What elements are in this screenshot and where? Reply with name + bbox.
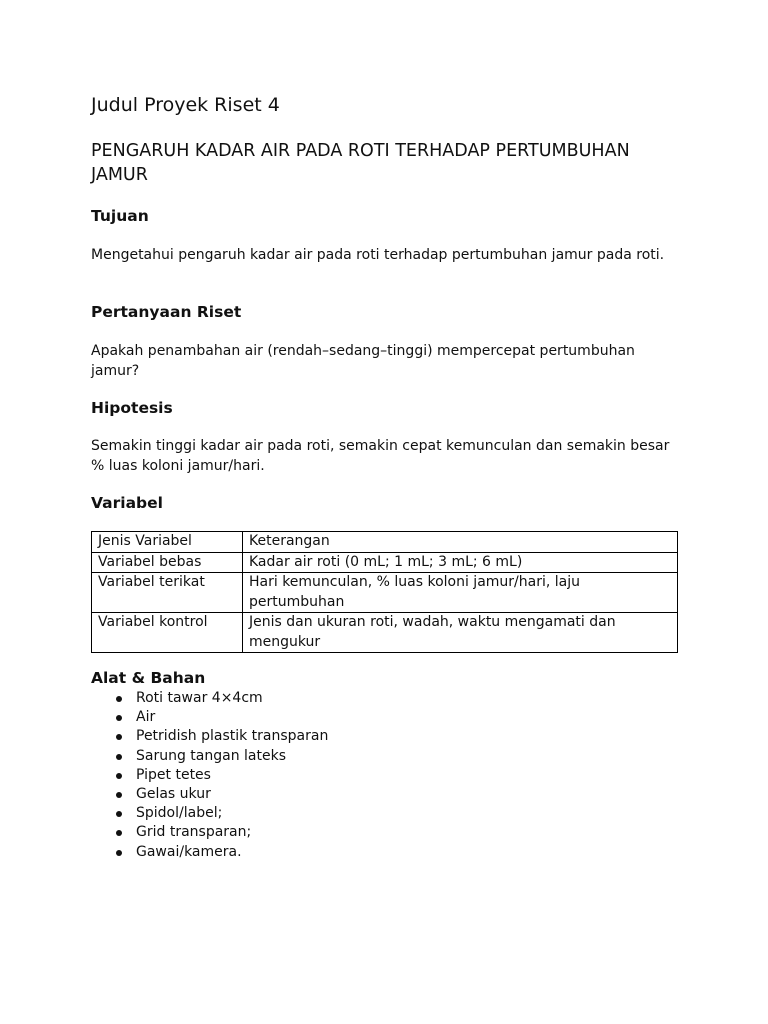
bullet-icon — [116, 754, 122, 760]
table-row — [92, 573, 678, 613]
section-heading-tujuan: Tujuan — [91, 207, 149, 225]
list-item — [136, 804, 328, 823]
table-cell: Kadar air roti (0 mL; 1 mL; 3 mL; 6 mL) — [243, 552, 678, 573]
tools-list — [91, 689, 328, 862]
bullet-icon — [116, 850, 122, 856]
list-item — [136, 689, 328, 708]
list-item — [136, 823, 328, 842]
list-item-text: Gawai/kamera. — [136, 843, 242, 860]
list-item-text: Pipet tetes — [136, 766, 211, 783]
list-item-text: Petridish plastik transparan — [136, 728, 329, 745]
section-heading-variabel: Variabel — [91, 494, 163, 512]
list-item — [136, 843, 328, 862]
bullet-icon — [116, 811, 122, 817]
bullet-icon — [116, 696, 122, 702]
list-item-text: Gelas ukur — [136, 786, 211, 803]
page-title: PENGARUH KADAR AIR PADA ROTI TERHADAP PERTUMBUHAN JAMUR — [91, 141, 630, 185]
section-heading-pertanyaan: Pertanyaan Riset — [91, 303, 242, 321]
section-text-pertanyaan: Apakah penambahan air (rendah–sedang–tinggi) mempercepat pertumbuhan jamur? — [91, 343, 635, 379]
section-heading-alat-bahan: Alat & Bahan — [91, 669, 206, 687]
list-item — [136, 708, 328, 727]
table-cell: Variabel terikat — [92, 573, 243, 613]
list-item — [136, 785, 328, 804]
bullet-icon — [116, 715, 122, 721]
table-header-row — [92, 532, 678, 553]
list-item-text: Air — [136, 709, 156, 726]
table-cell: Variabel kontrol — [92, 613, 243, 653]
section-heading-hipotesis: Hipotesis — [91, 399, 173, 417]
table-header-cell: Keterangan — [243, 532, 678, 553]
list-item-text: Sarung tangan lateks — [136, 747, 287, 764]
list-item — [136, 766, 328, 785]
list-item-text: Grid transparan; — [136, 824, 252, 841]
table-row — [92, 552, 678, 573]
bullet-icon — [116, 734, 122, 740]
table-header-cell: Jenis Variabel — [92, 532, 243, 553]
list-item-text: Spidol/label; — [136, 805, 223, 822]
bullet-icon — [116, 773, 122, 779]
list-item-text: Roti tawar 4×4cm — [136, 690, 263, 706]
variables-table — [91, 531, 678, 653]
list-item — [136, 727, 328, 746]
bullet-icon — [116, 830, 122, 836]
section-text-tujuan: Mengetahui pengaruh kadar air pada roti terhadap pertumbuhan jamur pada roti. — [91, 247, 665, 263]
project-label: Judul Proyek Riset 4 — [91, 94, 280, 116]
table-cell: Variabel bebas — [92, 552, 243, 573]
list-item — [136, 747, 328, 766]
bullet-icon — [116, 792, 122, 798]
table-row — [92, 613, 678, 653]
table-cell: Hari kemunculan, % luas koloni jamur/hari, laju pertumbuhan — [243, 573, 678, 613]
section-text-hipotesis: Semakin tinggi kadar air pada roti, semakin cepat kemunculan dan semakin besar % luas koloni jamur/hari. — [91, 438, 670, 474]
table-cell: Jenis dan ukuran roti, wadah, waktu mengamati dan mengukur — [243, 613, 678, 653]
